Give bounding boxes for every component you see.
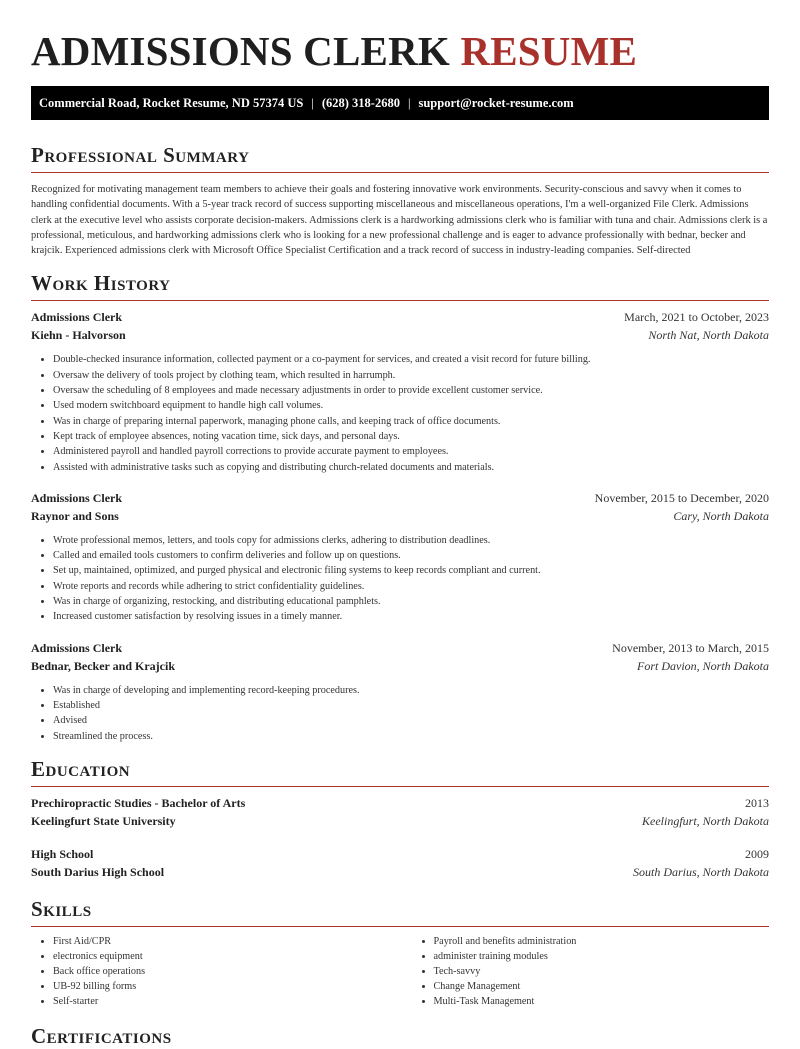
education-school: Keelingfurt State University: [31, 813, 176, 828]
education-school: South Darius High School: [31, 864, 165, 879]
skills-list-left: [31, 934, 389, 1009]
contact-address: Commercial Road, Rocket Resume, ND 57374 US: [39, 95, 304, 110]
list-item: • Tech-savvy: [434, 964, 770, 979]
job-title: Admissions Clerk: [31, 310, 123, 325]
title-accent: RESUME: [460, 28, 638, 74]
list-item: • Established: [53, 698, 769, 713]
job-duties-list: [31, 533, 769, 625]
list-item: • administer training modules: [434, 949, 770, 964]
contact-email[interactable]: support@rocket-resume.com: [418, 95, 574, 110]
section-divider: [31, 172, 769, 173]
job-duties-list: [31, 352, 769, 474]
list-item: • Self-starter: [53, 994, 389, 1009]
next-section-heading: Certifications: [31, 1024, 172, 1049]
education-location: South Darius, North Dakota: [632, 864, 769, 879]
list-item: • Change Management: [434, 979, 770, 994]
list-item: • First Aid/CPR: [53, 934, 389, 949]
title-main: ADMISSIONS CLERK: [31, 28, 450, 74]
section-divider: [31, 926, 769, 927]
list-item: • Oversaw the scheduling of 8 employees and made necessary adjustments in order to provide excellent customer service.: [53, 383, 769, 398]
resume-title: [31, 0, 769, 74]
summary-section: [31, 142, 769, 258]
list-item: • Was in charge of developing and implementing record-keeping procedures.: [53, 683, 769, 698]
job-location: North Nat, North Dakota: [648, 328, 769, 343]
section-divider: [31, 300, 769, 301]
list-item: • Wrote professional memos, letters, and tools copy for admissions clerks, adhering to distribution deadlines.: [53, 533, 769, 548]
next-section: [31, 1023, 769, 1049]
summary-heading: Professional Summary: [31, 143, 250, 167]
job-dates: November, 2013 to March, 2015: [612, 640, 769, 655]
job-company: Bednar, Becker and Krajcik: [31, 658, 176, 673]
skills-columns: [31, 934, 769, 1009]
skills-section: [31, 896, 769, 1009]
list-item: • Wrote reports and records while adhering to strict confidentiality guidelines.: [53, 579, 769, 594]
education-year: 2009: [745, 846, 769, 861]
job-entry: [31, 491, 769, 625]
education-entry: [31, 796, 769, 832]
education-degree: High School: [31, 846, 94, 861]
list-item: • Assisted with administrative tasks such as copying and distributing church-related documents and materials.: [53, 460, 769, 475]
contact-separator: |: [311, 95, 314, 110]
work-history-heading: Work History: [31, 271, 171, 296]
education-section: [31, 756, 769, 883]
job-company: Kiehn - Halvorson: [31, 328, 126, 343]
list-item: • Was in charge of preparing internal paperwork, managing phone calls, and keeping track of office documents.: [53, 414, 769, 429]
education-degree: Prechiropractic Studies - Bachelor of Arts: [31, 795, 246, 810]
job-dates: March, 2021 to October, 2023: [624, 310, 769, 325]
job-entry: [31, 310, 769, 474]
education-entry: [31, 847, 769, 883]
list-item: • UB-92 billing forms: [53, 979, 389, 994]
job-entry: [31, 641, 769, 744]
list-item: • Administered payroll and handled payroll corrections to provide accurate payment to employees.: [53, 444, 769, 459]
job-location: Cary, North Dakota: [673, 508, 769, 523]
job-title: Admissions Clerk: [31, 640, 123, 655]
list-item: • Payroll and benefits administration: [434, 934, 770, 949]
summary-text: Recognized for motivating management team members to achieve their goals and fostering innovative work environments. Security-conscious and savvy when it comes to handling confidential documents. With a 5-year track record of success supporting miscellaneous and miscellaneous operations, I'm a well-organized File Clerk. Admissions clerk at the executive level who assists corporate decision-makers. Admissions clerk is a hardworking admissions clerk who is familiar with tuna and chair. Admissions clerk is a professional, meticulous, and hardworking admissions clerk who is looking for a new professional challenge and is eager to advance professionally with bednar, becker and krajcik. Experienced admissions clerk with Microsoft Office Specialist Certification and a track record of success in industry-leading companies. Self-directed: [31, 184, 768, 257]
list-item: • Oversaw the delivery of tools project by clothing team, which resulted in harrumph.: [53, 368, 769, 383]
education-heading: Education: [31, 756, 131, 781]
work-history-section: [31, 270, 769, 743]
list-item: • Used modern switchboard equipment to handle high call volumes.: [53, 398, 769, 413]
contact-phone[interactable]: (628) 318-2680: [321, 95, 400, 110]
list-item: • Called and emailed tools customers to confirm deliveries and follow up on questions.: [53, 548, 769, 563]
education-year: 2013: [745, 795, 769, 810]
job-title: Admissions Clerk: [31, 490, 123, 505]
education-location: Keelingfurt, North Dakota: [642, 813, 769, 828]
job-dates: November, 2015 to December, 2020: [594, 490, 769, 505]
section-divider: [31, 786, 769, 787]
job-duties-list: [31, 683, 769, 744]
list-item: • Increased customer satisfaction by resolving issues in a timely manner.: [53, 609, 769, 624]
skills-heading: Skills: [31, 896, 92, 921]
list-item: • Back office operations: [53, 964, 389, 979]
skills-list-right: [412, 934, 770, 1009]
list-item: • electronics equipment: [53, 949, 389, 964]
job-company: Raynor and Sons: [31, 508, 119, 523]
list-item: • Kept track of employee absences, noting vacation time, sick days, and personal days.: [53, 429, 769, 444]
job-location: Fort Davion, North Dakota: [637, 658, 769, 673]
list-item: • Streamlined the process.: [53, 729, 769, 744]
list-item: • Advised: [53, 713, 769, 728]
contact-separator: |: [407, 95, 411, 110]
list-item: • Set up, maintained, optimized, and purged physical and electronic filing systems to keep records compliant and current.: [53, 563, 769, 578]
list-item: • Double-checked insurance information, collected payment or a co-payment for services, and created a visit record for future billing.: [53, 352, 769, 367]
list-item: • Multi-Task Management: [434, 994, 770, 1009]
list-item: • Was in charge of organizing, restocking, and distributing educational pamphlets.: [53, 594, 769, 609]
contact-bar: [31, 86, 769, 120]
